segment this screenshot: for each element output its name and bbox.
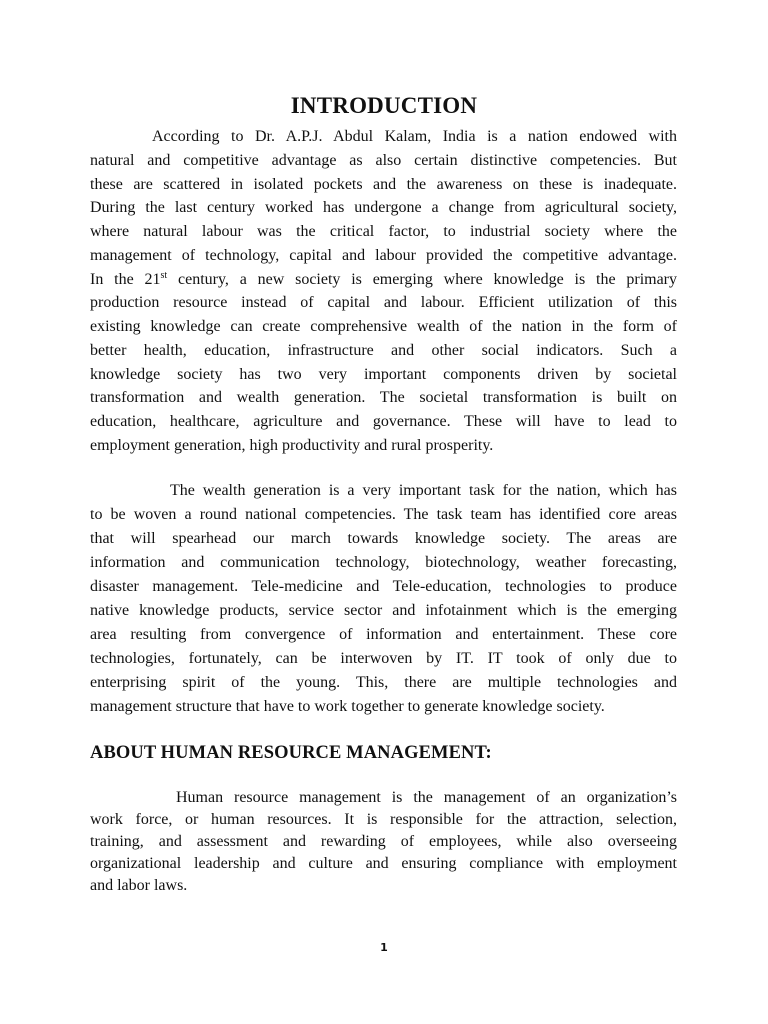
paragraph-line: natural and competitive advantage as also certain distinctive competencies. But xyxy=(90,151,677,169)
paragraph-line-end: century, a new society is emerging where knowledge is the primary xyxy=(177,270,678,288)
paragraph-line: enterprising spirit of the young. This, there are multiple technologies and xyxy=(90,674,677,691)
paragraph-line: During the last century worked has undergone a change from agricultural society, xyxy=(90,199,677,217)
paragraph-line: management of technology, capital and labour provided the competitive advantage. xyxy=(90,246,677,264)
paragraph-line-start: In the 21 xyxy=(90,270,161,288)
paragraph-line: these are scattered in isolated pockets and the awareness on these is inadequate. xyxy=(90,175,677,193)
paragraph-line: better health, education, infrastructure and other social indicators. Such a xyxy=(90,341,677,359)
section-heading-hrm: ABOUT HUMAN RESOURCE MANAGEMENT: xyxy=(90,743,492,763)
paragraph-line: employment generation, high productivity and rural prosperity. xyxy=(90,436,494,454)
paragraph-line: management structure that have to work together to generate knowledge society. xyxy=(90,698,605,715)
paragraph-line: Human resource management is the management of an organization’s xyxy=(176,789,677,806)
paragraph-line: training, and assessment and rewarding of employees, while also overseeing xyxy=(90,833,677,850)
paragraph-line: education, healthcare, agriculture and governance. These will have to lead to xyxy=(90,413,677,430)
paragraph-line: technologies, fortunately, can be interwoven by IT. IT took of only due to xyxy=(90,650,677,667)
paragraph-line: transformation and wealth generation. The societal transformation is built on xyxy=(90,389,677,407)
paragraph-line: that will spearhead our march towards knowledge society. The areas are xyxy=(90,530,677,547)
ordinal-superscript: st xyxy=(160,269,168,281)
paragraph-line: information and communication technology, biotechnology, weather forecasting, xyxy=(90,554,677,571)
paragraph-line: production resource instead of capital and labour. Efficient utilization of this xyxy=(90,294,677,312)
paragraph-line: organizational leadership and culture and ensuring compliance with employment xyxy=(90,855,677,872)
paragraph-line: work force, or human resources. It is responsible for the attraction, selection, xyxy=(90,811,677,828)
paragraph-line: knowledge society has two very important components driven by societal xyxy=(90,365,677,383)
intro-paragraph xyxy=(90,125,677,458)
second-paragraph xyxy=(90,479,677,719)
paragraph-line: The wealth generation is a very important task for the nation, which has xyxy=(170,482,677,499)
page-title: INTRODUCTION xyxy=(290,93,478,118)
paragraph-line: disaster management. Tele-medicine and Tele-education, technologies to produce xyxy=(90,578,677,595)
paragraph-line: area resulting from convergence of information and entertainment. These core xyxy=(90,626,677,643)
paragraph-line-with-superscript xyxy=(90,268,677,292)
paragraph-line: to be woven a round national competencies. The task team has identified core areas xyxy=(90,506,677,523)
page-number: 1 xyxy=(380,941,388,954)
paragraph-line: and labor laws. xyxy=(90,877,188,894)
paragraph-line: According to Dr. A.P.J. Abdul Kalam, India is a nation endowed with xyxy=(152,128,677,145)
paragraph-line: native knowledge products, service sector and infotainment which is the emerging xyxy=(90,602,677,619)
paragraph-line: where natural labour was the critical factor, to industrial society where the xyxy=(90,223,677,240)
paragraph-line: existing knowledge can create comprehensive wealth of the nation in the form of xyxy=(90,318,677,335)
hrm-paragraph xyxy=(90,787,677,897)
